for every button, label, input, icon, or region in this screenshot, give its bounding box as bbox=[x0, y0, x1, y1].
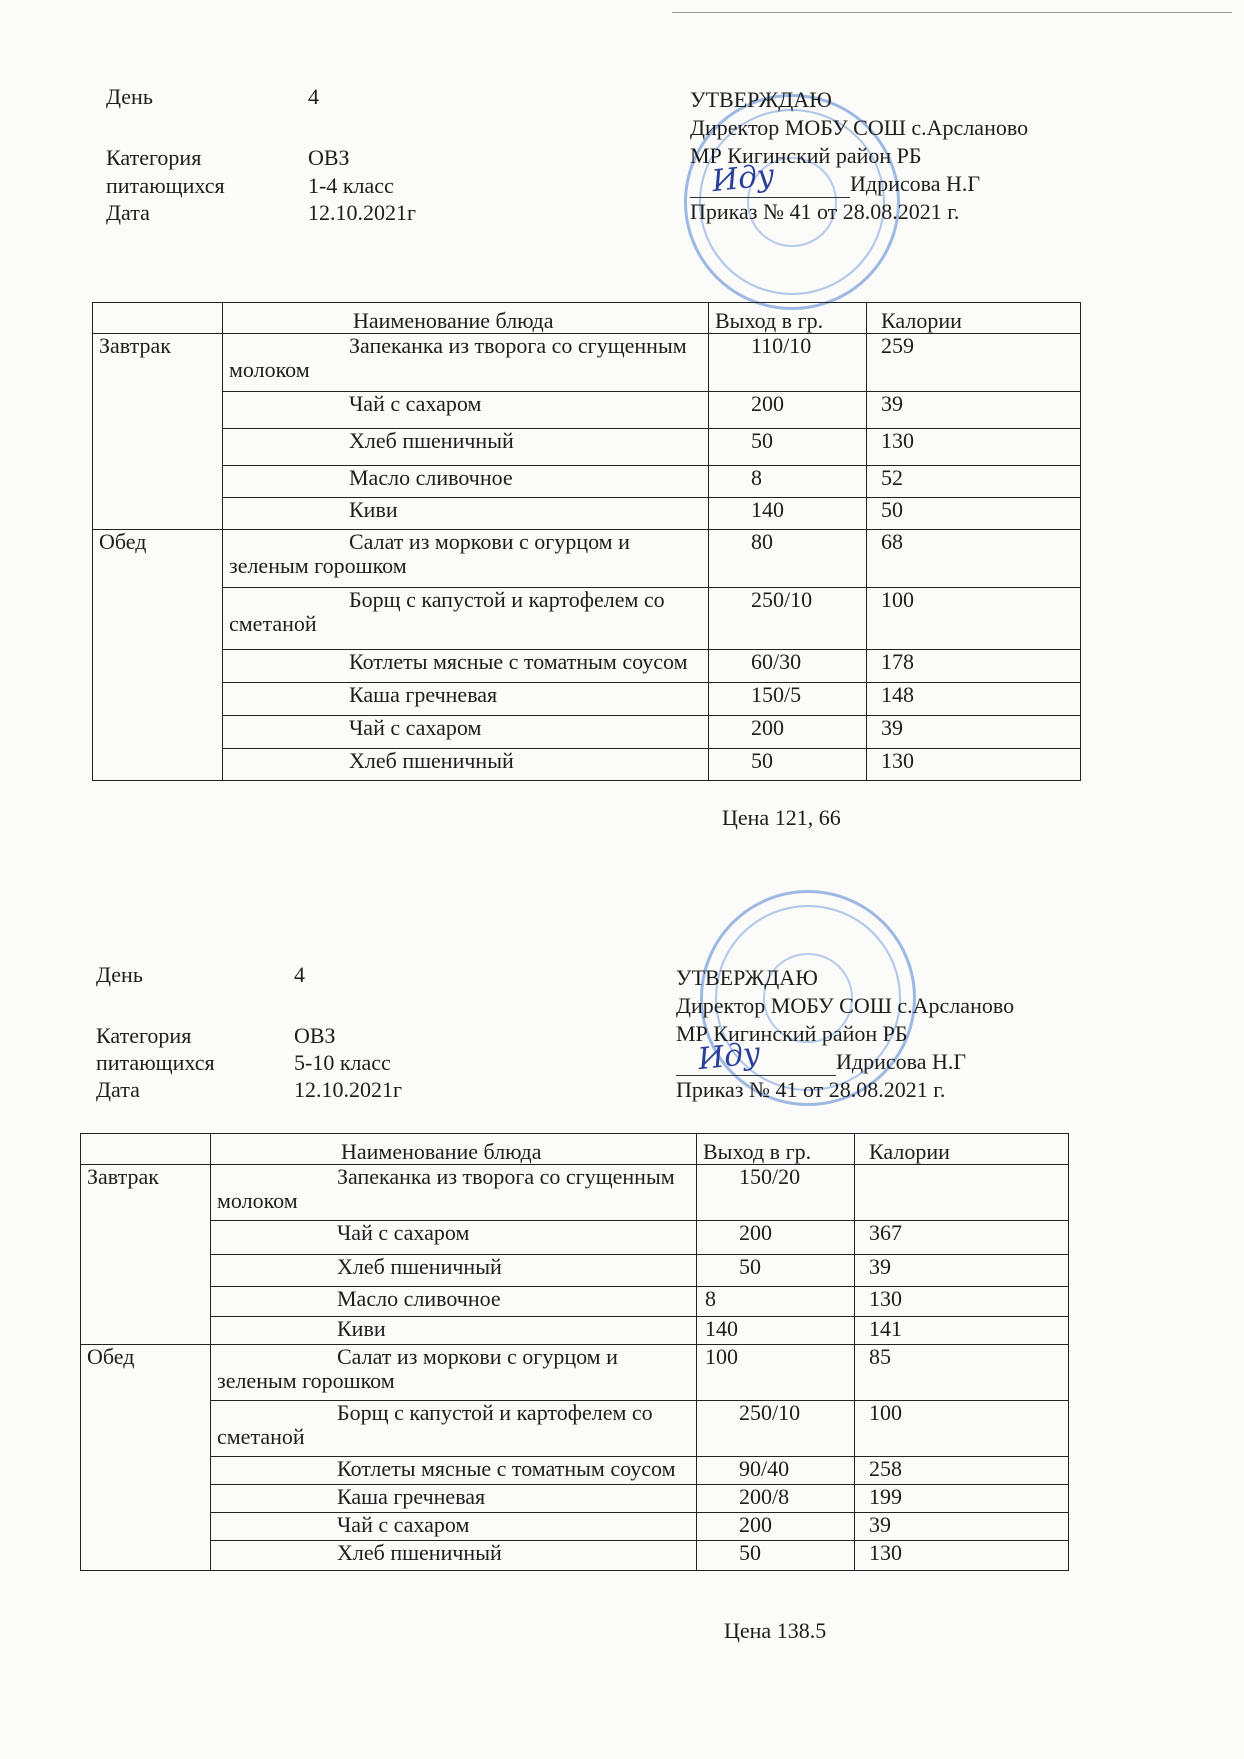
category-value: ОВЗ bbox=[294, 1023, 336, 1048]
dish-name: Салат из моркови с огурцом и зеленым горошком bbox=[211, 1345, 697, 1401]
table-row bbox=[93, 683, 1081, 716]
table-row bbox=[81, 1287, 1069, 1317]
class-value: 1-4 класс bbox=[308, 173, 394, 198]
dish-name: Каша гречневая bbox=[211, 1485, 697, 1513]
header-name: Наименование блюда bbox=[223, 303, 709, 334]
dish-name: Масло сливочное bbox=[211, 1287, 697, 1317]
header-calories: Калории bbox=[855, 1134, 1069, 1165]
dish-calories: 178 bbox=[867, 650, 1081, 683]
table-row bbox=[93, 498, 1081, 530]
dish-name: Котлеты мясные с томатным соусом bbox=[211, 1457, 697, 1485]
dish-name: Запеканка из творога со сгущенным молоком bbox=[211, 1165, 697, 1221]
dish-name: Хлеб пшеничный bbox=[223, 749, 709, 781]
dish-output: 200 bbox=[697, 1513, 855, 1541]
dish-output: 250/10 bbox=[709, 588, 867, 650]
meal-lunch: Обед bbox=[81, 1345, 211, 1571]
signature-line bbox=[690, 157, 850, 200]
category-label-2: питающихся bbox=[96, 1050, 215, 1075]
header-name: Наименование блюда bbox=[211, 1134, 697, 1165]
dish-name: Котлеты мясные с томатным соусом bbox=[223, 650, 709, 683]
dish-calories: 199 bbox=[855, 1485, 1069, 1513]
dish-output: 200 bbox=[709, 716, 867, 749]
dish-calories: 130 bbox=[855, 1541, 1069, 1571]
meal-lunch: Обед bbox=[93, 530, 223, 781]
approval-block bbox=[690, 86, 1028, 226]
table-row bbox=[93, 716, 1081, 749]
dish-output: 50 bbox=[709, 749, 867, 781]
table-row bbox=[81, 1317, 1069, 1345]
table-row bbox=[81, 1513, 1069, 1541]
signature-line bbox=[676, 1035, 836, 1078]
menu-table bbox=[92, 302, 1081, 781]
approval-title: УТВЕРЖДАЮ bbox=[690, 87, 832, 112]
dish-output: 90/40 bbox=[697, 1457, 855, 1485]
approval-signer: Идрисова Н.Г bbox=[836, 1049, 967, 1074]
table-row bbox=[81, 1165, 1069, 1221]
dish-name: Чай с сахаром bbox=[211, 1221, 697, 1255]
header-meal bbox=[81, 1134, 211, 1165]
approval-order: Приказ № 41 от 28.08.2021 г. bbox=[690, 199, 960, 224]
category-value: ОВЗ bbox=[308, 145, 350, 170]
approval-signer: Идрисова Н.Г bbox=[850, 171, 981, 196]
approval-order: Приказ № 41 от 28.08.2021 г. bbox=[676, 1077, 946, 1102]
category-label: Категория bbox=[96, 1023, 192, 1048]
table-row bbox=[93, 392, 1081, 429]
dish-output: 60/30 bbox=[709, 650, 867, 683]
dish-output: 80 bbox=[709, 530, 867, 588]
table-row bbox=[81, 1345, 1069, 1401]
table-row bbox=[93, 466, 1081, 498]
table-header-row bbox=[93, 303, 1081, 334]
dish-calories: 100 bbox=[855, 1401, 1069, 1457]
dish-name: Чай с сахаром bbox=[223, 392, 709, 429]
dish-name: Запеканка из творога со сгущенным молоком bbox=[223, 334, 709, 392]
dish-name: Хлеб пшеничный bbox=[211, 1541, 697, 1571]
dish-calories: 259 bbox=[867, 334, 1081, 392]
dish-name: Хлеб пшеничный bbox=[223, 429, 709, 466]
dish-name: Борщ с капустой и картофелем со сметаной bbox=[223, 588, 709, 650]
table-row bbox=[81, 1541, 1069, 1571]
approval-block bbox=[676, 964, 1014, 1104]
dish-name: Чай с сахаром bbox=[211, 1513, 697, 1541]
day-value: 4 bbox=[294, 962, 305, 987]
header-calories: Калории bbox=[867, 303, 1081, 334]
table-row bbox=[81, 1255, 1069, 1287]
table-row bbox=[93, 650, 1081, 683]
table-row bbox=[93, 334, 1081, 392]
table-row bbox=[93, 429, 1081, 466]
approval-position: Директор МОБУ СОШ с.Арсланово bbox=[690, 115, 1029, 140]
price: Цена 121, 66 bbox=[722, 805, 841, 830]
table-row bbox=[93, 530, 1081, 588]
dish-output: 150/20 bbox=[697, 1165, 855, 1221]
table-row bbox=[93, 749, 1081, 781]
dish-output: 50 bbox=[709, 429, 867, 466]
dish-calories: 367 bbox=[855, 1221, 1069, 1255]
dish-calories: 39 bbox=[867, 716, 1081, 749]
table-row bbox=[81, 1221, 1069, 1255]
dish-calories: 130 bbox=[867, 749, 1081, 781]
dish-name: Салат из моркови с огурцом и зеленым горошком bbox=[223, 530, 709, 588]
header-output: Выход в гр. bbox=[709, 303, 867, 334]
dish-output: 140 bbox=[697, 1317, 855, 1345]
signature: Иду bbox=[710, 157, 777, 200]
header-meal bbox=[93, 303, 223, 334]
dish-output: 100 bbox=[697, 1345, 855, 1401]
approval-position: Директор МОБУ СОШ с.Арсланово bbox=[676, 993, 1015, 1018]
dish-calories: 52 bbox=[867, 466, 1081, 498]
dish-calories: 50 bbox=[867, 498, 1081, 530]
price: Цена 138.5 bbox=[724, 1618, 827, 1643]
approval-district: МР Кигинский район РБ bbox=[690, 143, 922, 168]
dish-output: 200 bbox=[709, 392, 867, 429]
dish-name: Каша гречневая bbox=[223, 683, 709, 716]
meal-breakfast: Завтрак bbox=[81, 1165, 211, 1345]
table-header-row bbox=[81, 1134, 1069, 1165]
dish-calories: 100 bbox=[867, 588, 1081, 650]
dish-calories: 130 bbox=[867, 429, 1081, 466]
dish-output: 8 bbox=[697, 1287, 855, 1317]
dish-output: 50 bbox=[697, 1255, 855, 1287]
dish-calories: 39 bbox=[867, 392, 1081, 429]
dish-name: Чай с сахаром bbox=[223, 716, 709, 749]
dish-calories: 130 bbox=[855, 1287, 1069, 1317]
dish-calories: 258 bbox=[855, 1457, 1069, 1485]
category-label: Категория bbox=[106, 145, 202, 170]
meal-breakfast: Завтрак bbox=[93, 334, 223, 530]
signature: Иду bbox=[696, 1035, 763, 1078]
date-label: Дата bbox=[106, 200, 150, 225]
dish-calories: 68 bbox=[867, 530, 1081, 588]
dish-name: Киви bbox=[211, 1317, 697, 1345]
dish-calories: 39 bbox=[855, 1513, 1069, 1541]
dish-name: Киви bbox=[223, 498, 709, 530]
dish-output: 150/5 bbox=[709, 683, 867, 716]
dish-calories: 148 bbox=[867, 683, 1081, 716]
dish-output: 200/8 bbox=[697, 1485, 855, 1513]
dish-output: 50 bbox=[697, 1541, 855, 1571]
table-row bbox=[81, 1457, 1069, 1485]
date-value: 12.10.2021г bbox=[294, 1077, 403, 1102]
dish-calories: 39 bbox=[855, 1255, 1069, 1287]
day-label: День bbox=[96, 962, 143, 987]
approval-title: УТВЕРЖДАЮ bbox=[676, 965, 818, 990]
date-value: 12.10.2021г bbox=[308, 200, 417, 225]
date-label: Дата bbox=[96, 1077, 140, 1102]
dish-calories: 85 bbox=[855, 1345, 1069, 1401]
dish-output: 200 bbox=[697, 1221, 855, 1255]
dish-name: Хлеб пшеничный bbox=[211, 1255, 697, 1287]
dish-name: Масло сливочное bbox=[223, 466, 709, 498]
table-row bbox=[81, 1401, 1069, 1457]
dish-calories bbox=[855, 1165, 1069, 1221]
dish-calories: 141 bbox=[855, 1317, 1069, 1345]
header-output: Выход в гр. bbox=[697, 1134, 855, 1165]
approval-district: МР Кигинский район РБ bbox=[676, 1021, 908, 1046]
category-label-2: питающихся bbox=[106, 173, 225, 198]
menu-table bbox=[80, 1133, 1069, 1571]
dish-output: 140 bbox=[709, 498, 867, 530]
scan-edge-line bbox=[672, 12, 1232, 13]
dish-output: 250/10 bbox=[697, 1401, 855, 1457]
day-value: 4 bbox=[308, 84, 319, 109]
table-row bbox=[93, 588, 1081, 650]
table-row bbox=[81, 1485, 1069, 1513]
dish-output: 110/10 bbox=[709, 334, 867, 392]
day-label: День bbox=[106, 84, 153, 109]
class-value: 5-10 класс bbox=[294, 1050, 391, 1075]
dish-output: 8 bbox=[709, 466, 867, 498]
dish-name: Борщ с капустой и картофелем со сметаной bbox=[211, 1401, 697, 1457]
